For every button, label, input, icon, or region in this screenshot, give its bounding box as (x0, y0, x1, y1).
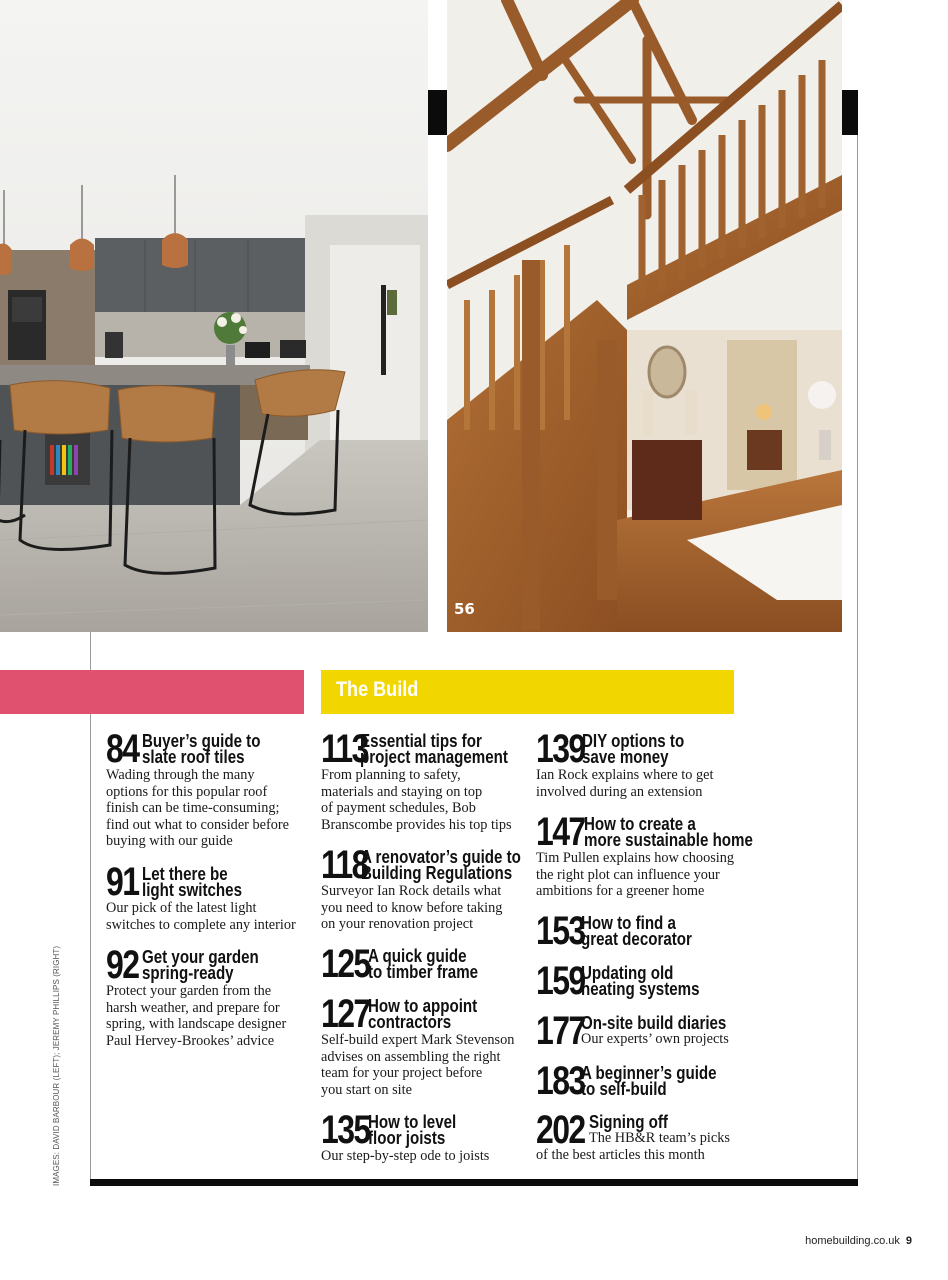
entry-title: project management (360, 747, 508, 767)
entry-title: Buyer’s guide to (142, 731, 261, 751)
entry-description: From planning to safety, materials and staying on top of payment schedules, Bob Branscombe provides his top tips (321, 767, 512, 833)
entry-title: How to appoint (368, 996, 478, 1016)
contents-entry[interactable] (321, 992, 515, 1098)
entry-title: light switches (142, 880, 242, 900)
entry-title: DIY options to (582, 731, 685, 751)
entry-description: Wading through the many options for this popular roof finish can be time-consuming; find out what to consider before buying with our guide (106, 767, 290, 850)
entry-description: Tim Pullen explains how choosing the right plot can influence your ambitions for a greener home (536, 850, 735, 900)
entry-title: more sustainable home (584, 830, 753, 850)
entry-title: How to create a (584, 814, 696, 834)
entry-title: great decorator (581, 929, 692, 949)
contents-entry[interactable] (536, 727, 714, 800)
page-number: 159 (536, 959, 585, 1003)
page-number: 92 (106, 943, 139, 987)
entry-title: Updating old (581, 963, 674, 983)
page-number: 147 (536, 810, 585, 854)
entry-description: Ian Rock explains where to get involved during an extension (536, 767, 714, 800)
page-number: 125 (321, 942, 370, 986)
entry-title: Building Regulations (361, 863, 513, 883)
kitchen-photo (0, 0, 428, 632)
entry-title: Signing off (589, 1112, 668, 1132)
entry-title: floor joists (368, 1128, 446, 1148)
page-footer (805, 1235, 912, 1247)
page-number: 202 (536, 1108, 585, 1152)
entry-description: Protect your garden from the harsh weather, and prepare for spring, with landscape designer Paul Hervey-Brookes’ advice (106, 983, 287, 1049)
contents-entry[interactable] (321, 1108, 490, 1165)
entry-title: How to find a (581, 913, 676, 933)
frame-rule-left (90, 632, 91, 1180)
page-number: 177 (536, 1009, 585, 1053)
contents-entry[interactable] (321, 727, 536, 833)
frame-rule-bottom (90, 1179, 858, 1186)
contents-entry[interactable] (536, 959, 722, 1003)
entry-title: to self-build (581, 1079, 667, 1099)
entry-description: Self-build expert Mark Stevenson advises on assembling the right team for your project before you start on site (321, 1032, 515, 1098)
entry-title: A renovator’s guide to (361, 847, 521, 867)
entry-title: A beginner’s guide (581, 1063, 717, 1083)
page-number: 153 (536, 909, 585, 953)
page-number: 127 (321, 992, 370, 1036)
page-number: 135 (321, 1108, 370, 1152)
entry-description: Our pick of the latest light switches to complete any interior (106, 900, 296, 933)
section-title-the-build: The Build (336, 678, 419, 701)
website-url[interactable]: homebuilding.co.uk (805, 1235, 900, 1247)
page-reference-number: 56 (454, 600, 475, 618)
kitchen-illustration (0, 0, 428, 632)
entry-description: Our experts’ own projects (581, 1031, 729, 1047)
entry-description: Surveyor Ian Rock details what you need to know before taking on your renovation project (321, 883, 503, 933)
frame-rule-right (857, 135, 858, 1180)
entry-title: How to level (368, 1112, 457, 1132)
entry-title: spring-ready (142, 963, 234, 983)
image-credit: IMAGES: DAVID BARBOUR (LEFT); JEREMY PHILLIPS (RIGHT) (52, 945, 61, 1186)
staircase-illustration (447, 0, 842, 632)
contents-entry[interactable] (106, 727, 290, 850)
contents-entry[interactable] (106, 943, 287, 1049)
page-number: 91 (106, 860, 139, 904)
entry-title: save money (582, 747, 669, 767)
entry-title: to timber frame (368, 962, 479, 982)
entry-description: Our step-by-step ode to joists (321, 1148, 490, 1164)
entry-description: The HB&R team’s picks (589, 1130, 730, 1146)
entry-title: A quick guide (368, 946, 467, 966)
entry-title: slate roof tiles (142, 747, 245, 767)
contents-entry[interactable] (536, 1059, 742, 1103)
contents-entry[interactable] (321, 843, 551, 933)
entry-title: Let there be (142, 864, 228, 884)
contents-entry[interactable] (536, 909, 713, 953)
entry-title: On-site build diaries (581, 1013, 727, 1033)
entry-title: heating systems (581, 979, 700, 999)
tab-marker-left (428, 90, 447, 135)
page-number: 113 (321, 727, 368, 771)
page-number: 183 (536, 1059, 585, 1103)
entry-description: of the best articles this month (536, 1146, 705, 1163)
entry-title: Get your garden (142, 947, 259, 967)
section-bar-the-build (321, 670, 734, 714)
tab-marker-right (842, 90, 858, 135)
page-number-footer: 9 (905, 1235, 912, 1247)
page-number: 139 (536, 727, 585, 771)
contents-entry[interactable] (321, 942, 499, 986)
section-bar-previous (0, 670, 304, 714)
page-number: 84 (106, 727, 139, 771)
contents-entry[interactable] (536, 1009, 754, 1053)
entry-title: Essential tips for (360, 731, 482, 751)
page-number: 118 (321, 843, 368, 887)
entry-title: contractors (368, 1012, 452, 1032)
contents-entry[interactable] (536, 810, 785, 900)
contents-entry[interactable] (106, 860, 296, 933)
contents-entry[interactable] (536, 1108, 730, 1163)
staircase-photo (447, 0, 842, 632)
